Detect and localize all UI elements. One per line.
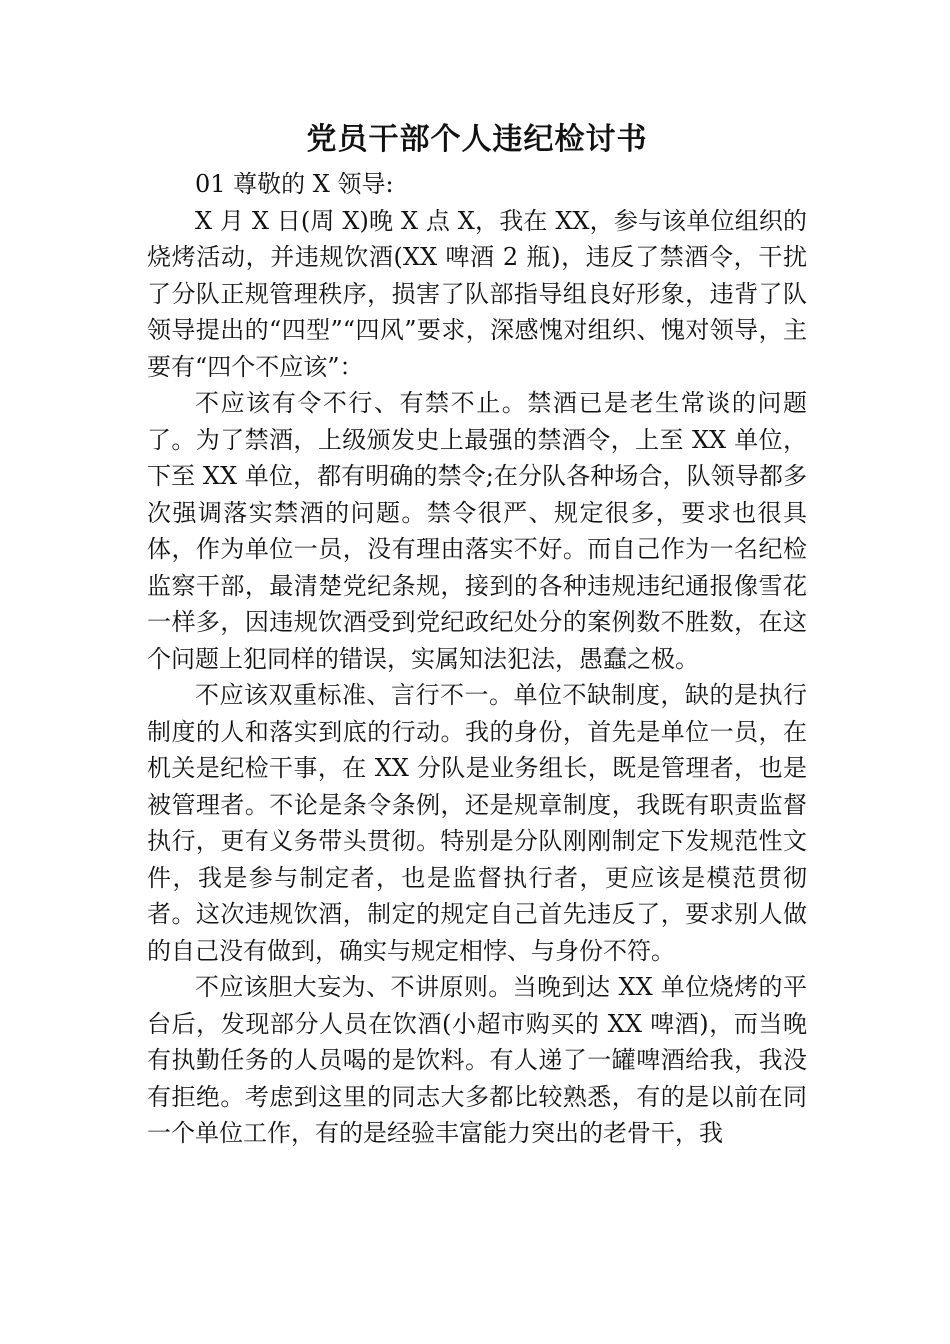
paragraph-point-2: 不应该双重标准、言行不一。单位不缺制度，缺的是执行制度的人和落实到底的行动。我的身份，首先是单位一员，在机关是纪检干事，在 XX 分队是业务组长，既是管理者，也是被管理者。不论是条令条例，还是规章制度，我既有职责监督执行，更有义务带头贯彻。特别是分队刚刚制定下发规范性文件，我是参与制定者，也是监督执行者，更应该是模范贯彻者。这次违规饮酒，制定的规定自己首先违反了，要求别人做的自己没有做到，确实与规定相悖、与身份不符。 bbox=[147, 681, 807, 965]
document-page bbox=[147, 118, 807, 1152]
paragraph-intro: X 月 X 日(周 X)晚 X 点 X，我在 XX，参与该单位组织的烧烤活动，并违规饮酒(XX 啤酒 2 瓶)，违反了禁酒令，干扰了分队正规管理秩序，损害了队部指导组良好形象，违背了队领导提出的“四型”“四风”要求，深感愧对组织、愧对领导，主要有“四个不应该”： bbox=[147, 206, 807, 381]
document-title: 党员干部个人违纪检讨书 bbox=[306, 122, 648, 157]
salutation: 01 尊敬的 X 领导: bbox=[195, 170, 394, 198]
paragraph-point-3: 不应该胆大妄为、不讲原则。当晚到达 XX 单位烧烤的平台后，发现部分人员在饮酒(小超市购买的 XX 啤酒)，而当晚有执勤任务的人员喝的是饮料。有人递了一罐啤酒给我，我没有拒绝。考虑到这里的同志大多都比较熟悉，有的是以前在同一个单位工作，有的是经验丰富能力突出的老骨干，我 bbox=[147, 973, 807, 1147]
paragraph-point-1: 不应该有令不行、有禁不止。禁酒已是老生常谈的问题了。为了禁酒，上级颁发史上最强的禁酒令，上至 XX 单位，下至 XX 单位，都有明确的禁令;在分队各种场合，队领导都多次强调落实禁酒的问题。禁令很严、规定很多，要求也很具体，作为单位一员，没有理由落实不好。而自己作为一名纪检监察干部，最清楚党纪条规，接到的各种违规违纪通报像雪花一样多，因违规饮酒受到党纪政纪处分的案例数不胜数，在这个问题上犯同样的错误，实属知法犯法，愚蠢之极。 bbox=[147, 389, 807, 673]
